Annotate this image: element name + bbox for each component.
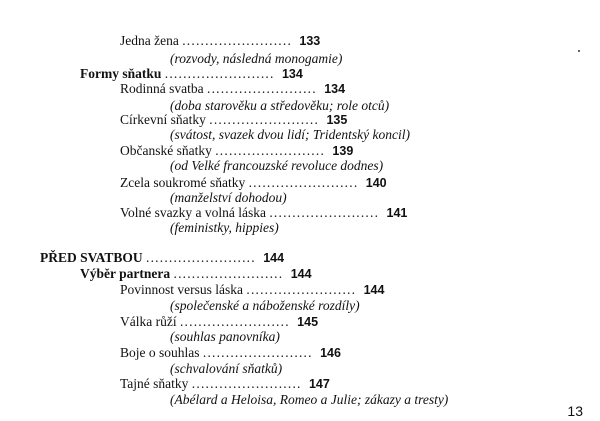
toc-entry-title: Volné svazky a volná láska (120, 205, 266, 220)
leader-dots: ........................ (246, 282, 357, 297)
toc-entry-note: (schvalování sňatků) (170, 361, 283, 376)
leader-dots: ........................ (146, 250, 256, 265)
page-number: 13 (567, 403, 583, 419)
toc-entry-note: (manželství dohodou) (170, 190, 287, 205)
leader-dots: ........................ (164, 66, 275, 81)
toc-entry-title: Rodinná svatba (120, 81, 204, 96)
toc-entry (120, 282, 384, 298)
toc-entry (120, 175, 387, 191)
toc-entry (120, 376, 330, 392)
leader-dots: ........................ (248, 175, 359, 190)
leader-dots: ........................ (173, 266, 284, 281)
toc-page-number: 144 (363, 283, 385, 297)
toc-page-number: 144 (263, 251, 285, 265)
toc-page-number: 134 (281, 67, 303, 81)
toc-section (80, 66, 303, 82)
toc-entry (120, 345, 341, 361)
toc-entry (120, 205, 407, 221)
toc-section-title: Formy sňatku (80, 66, 162, 81)
toc-chapter (40, 250, 284, 266)
toc-entry-note: (společenské a náboženské rozdíly) (170, 298, 360, 313)
leader-dots: ........................ (202, 345, 313, 360)
print-speck (578, 50, 580, 52)
toc-entry-title: Boje o souhlas (120, 345, 200, 360)
toc-entry (120, 143, 353, 159)
toc-entry-note: (Abélard a Heloisa, Romeo a Julie; zákazy a tresty) (170, 392, 449, 407)
toc-page-number: 140 (365, 176, 387, 190)
toc-entry (120, 314, 318, 330)
toc-section (80, 266, 312, 282)
toc-entry-title: Povinnost versus láska (120, 282, 243, 297)
leader-dots: ........................ (179, 314, 290, 329)
leader-dots: ........................ (182, 33, 293, 48)
toc-page-number: 146 (320, 346, 341, 360)
toc-entry-title: Občanské sňatky (120, 143, 212, 158)
toc-entry-title: Církevní sňatky (120, 112, 206, 127)
toc-entry (120, 81, 345, 97)
toc-entry-note: (svátost, svazek dvou lidí; Tridentský koncil) (170, 127, 410, 142)
toc-entry-note: (od Velké francouzské revoluce dodnes) (170, 158, 384, 173)
toc-entry-title: Zcela soukromé sňatky (120, 175, 246, 190)
toc-page-number: 134 (324, 82, 346, 96)
toc-chapter-title: PŘED SVATBOU (40, 250, 143, 265)
toc-entry-note: (doba starověku a středověku; role otců) (170, 98, 390, 113)
toc-entry-note: (feministky, hippies) (170, 220, 279, 235)
leader-dots: ........................ (209, 112, 320, 127)
toc-entry (120, 33, 320, 49)
toc-page-number: 133 (299, 34, 321, 48)
toc-page-number: 141 (386, 206, 408, 220)
toc-entry-title: Tajné sňatky (120, 376, 189, 391)
toc-page-number: 144 (290, 267, 312, 281)
leader-dots: ........................ (191, 376, 302, 391)
leader-dots: ........................ (207, 81, 317, 96)
toc-entry-title: Jedna žena (120, 33, 179, 48)
toc-page-number: 135 (326, 113, 348, 127)
toc-entry-title: Válka růží (120, 314, 177, 329)
toc-entry (120, 112, 347, 128)
toc-entry-note: (rozvody, následná monogamie) (170, 51, 343, 66)
toc-section-title: Výběr partnera (80, 266, 171, 281)
toc-page-number: 147 (308, 377, 330, 391)
toc-page-number: 139 (332, 144, 354, 158)
leader-dots: ........................ (269, 205, 380, 220)
toc-entry-note: (souhlas panovníka) (170, 329, 280, 344)
toc-page-number: 145 (297, 315, 319, 329)
leader-dots: ........................ (215, 143, 326, 158)
